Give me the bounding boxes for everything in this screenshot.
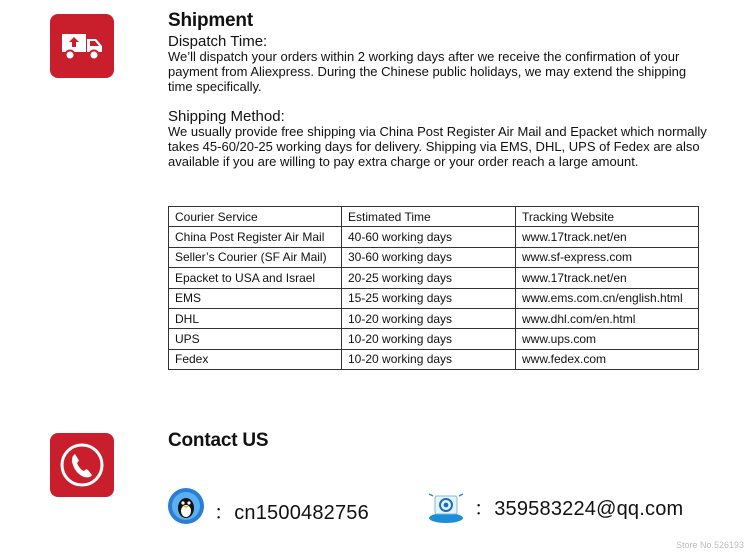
website-cell: www.dhl.com/en.html [516, 308, 699, 328]
header-time: Estimated Time [342, 207, 516, 227]
phone-icon [50, 433, 114, 497]
contact-title: Contact US [168, 430, 269, 451]
shipping-method-text: We usually provide free shipping via China Post Register Air Mail and Epacket which normally takes 45-60/20-25 working days for delivery. Shipping via EMS, DHL, UPS of Fedex are also available if you are willing to pay extra charge or your order reach a large amount. [168, 124, 707, 169]
shipping-method-heading: Shipping Method: [168, 108, 285, 125]
table-row [169, 247, 699, 267]
time-cell: 30-60 working days [342, 247, 516, 267]
email-contact [426, 486, 683, 526]
table-row [169, 329, 699, 349]
courier-cell: China Post Register Air Mail [169, 227, 342, 247]
time-cell: 10-20 working days [342, 349, 516, 369]
store-watermark: Store No.526193 [675, 540, 744, 550]
website-cell: www.17track.net/en [516, 227, 699, 247]
courier-cell: DHL [169, 308, 342, 328]
email-at-icon [426, 486, 466, 526]
courier-cell: Seller’s Courier (SF Air Mail) [169, 247, 342, 267]
shipment-title: Shipment [168, 10, 253, 31]
table-row [169, 349, 699, 369]
courier-cell: UPS [169, 329, 342, 349]
header-courier: Courier Service [169, 207, 342, 227]
table-header-row [169, 207, 699, 227]
time-cell: 40-60 working days [342, 227, 516, 247]
delivery-truck-icon [50, 14, 114, 78]
qq-number: ：cn1500482756 [214, 501, 369, 524]
time-cell: 10-20 working days [342, 308, 516, 328]
header-website: Tracking Website [516, 207, 699, 227]
website-cell: www.ems.com.cn/english.html [516, 288, 699, 308]
time-cell: 15-25 working days [342, 288, 516, 308]
courier-cell: EMS [169, 288, 342, 308]
website-cell: www.ups.com [516, 329, 699, 349]
courier-cell: Fedex [169, 349, 342, 369]
qq-penguin-icon [166, 486, 206, 526]
dispatch-heading: Dispatch Time: [168, 33, 268, 50]
time-cell: 10-20 working days [342, 329, 516, 349]
table-row [169, 308, 699, 328]
courier-cell: Epacket to USA and Israel [169, 268, 342, 288]
website-cell: www.fedex.com [516, 349, 699, 369]
table-row [169, 227, 699, 247]
website-cell: www.17track.net/en [516, 268, 699, 288]
website-cell: www.sf-express.com [516, 247, 699, 267]
email-address: ：359583224@qq.com [474, 497, 684, 520]
qq-contact [166, 486, 369, 526]
dispatch-text: We’ll dispatch your orders within 2 working days after we receive the confirmation of your payment from Aliexpress. During the Chinese public holidays, we may extend the shipping time specifically. [168, 49, 687, 94]
shipping-table [168, 206, 699, 370]
table-row [169, 268, 699, 288]
time-cell: 20-25 working days [342, 268, 516, 288]
table-row [169, 288, 699, 308]
